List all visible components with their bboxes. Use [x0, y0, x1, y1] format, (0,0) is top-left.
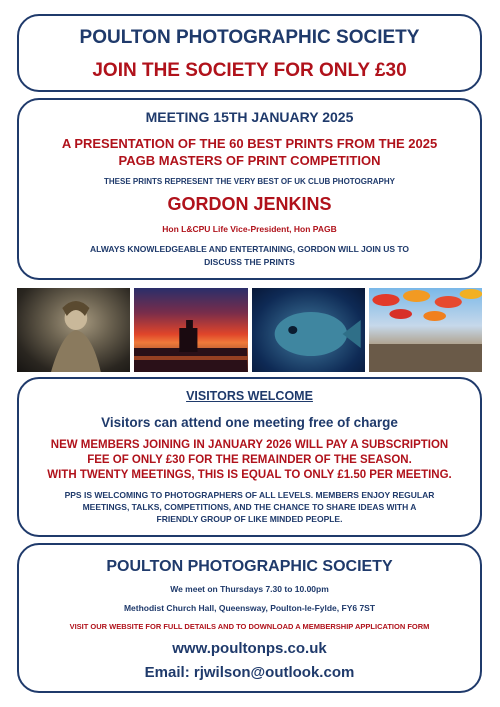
- speaker-name: GORDON JENKINS: [167, 194, 332, 214]
- meeting-date: MEETING 15TH JANUARY 2025: [145, 109, 354, 125]
- subscription-offer: [27, 438, 472, 483]
- visitors-box: [17, 377, 482, 537]
- fantasy-portrait-photo: [17, 288, 130, 372]
- prints-tagline: THESE PRINTS REPRESENT THE VERY BEST OF UK CLUB PHOTOGRAPHY: [104, 177, 395, 186]
- welcome-line-3: FRIENDLY GROUP OF LIKE MINDED PEOPLE.: [156, 514, 343, 524]
- society-title: POULTON PHOTOGRAPHIC SOCIETY: [79, 27, 420, 48]
- website-link[interactable]: www.poultonps.co.uk: [172, 640, 327, 657]
- photo-strip: [17, 288, 482, 372]
- meeting-schedule: We meet on Thursdays 7.30 to 10.00pm: [170, 584, 329, 594]
- offer-line-3: WITH TWENTY MEETINGS, THIS IS EQUAL TO ONLY £1.50 PER MEETING.: [47, 469, 452, 481]
- meeting-box: [17, 98, 482, 280]
- venue-address: Methodist Church Hall, Queensway, Poulton-le-Fylde, FY6 7ST: [123, 603, 376, 613]
- speaker-description: [29, 243, 470, 269]
- offer-line-2: FEE OF ONLY £30 FOR THE REMAINDER OF THE SEASON.: [87, 454, 412, 466]
- welcome-line-2: MEETINGS, TALKS, COMPETITIONS, AND THE CHANCE TO SHARE IDEAS WITH A: [82, 502, 417, 512]
- website-note: VISIT OUR WEBSITE FOR FULL DETAILS AND TO DOWNLOAD A MEMBERSHIP APPLICATION FORM: [69, 622, 430, 631]
- email-link[interactable]: Email: rjwilson@outlook.com: [144, 664, 355, 681]
- presentation-line-2: PAGB MASTERS OF PRINT COMPETITION: [118, 153, 381, 168]
- presentation-line-1: A PRESENTATION OF THE 60 BEST PRINTS FROM THE 2025: [61, 136, 438, 151]
- presentation-title: [29, 135, 470, 169]
- welcome-text: [27, 489, 472, 525]
- contact-society-title: POULTON PHOTOGRAPHIC SOCIETY: [106, 558, 393, 575]
- offer-line-1: NEW MEMBERS JOINING IN JANUARY 2026 WILL PAY A SUBSCRIPTION: [50, 439, 449, 451]
- description-line-1: ALWAYS KNOWLEDGEABLE AND ENTERTAINING, GORDON WILL JOIN US TO: [89, 244, 410, 254]
- visitors-heading: VISITORS WELCOME: [186, 389, 313, 403]
- castle-sunset-photo: [134, 288, 247, 372]
- welcome-line-1: PPS IS WELCOMING TO PHOTOGRAPHERS OF ALL LEVELS. MEMBERS ENJOY REGULAR: [64, 490, 435, 500]
- umbrella-street-photo: [369, 288, 482, 372]
- contact-box: [17, 543, 482, 693]
- description-line-2: DISCUSS THE PRINTS: [204, 257, 295, 267]
- header-box: [17, 14, 482, 92]
- join-offer-heading: JOIN THE SOCIETY FOR ONLY £30: [92, 60, 407, 81]
- free-visit-line: Visitors can attend one meeting free of charge: [101, 415, 398, 430]
- fish-underwater-photo: [252, 288, 365, 372]
- speaker-titles: Hon L&CPU Life Vice-President, Hon PAGB: [162, 224, 337, 234]
